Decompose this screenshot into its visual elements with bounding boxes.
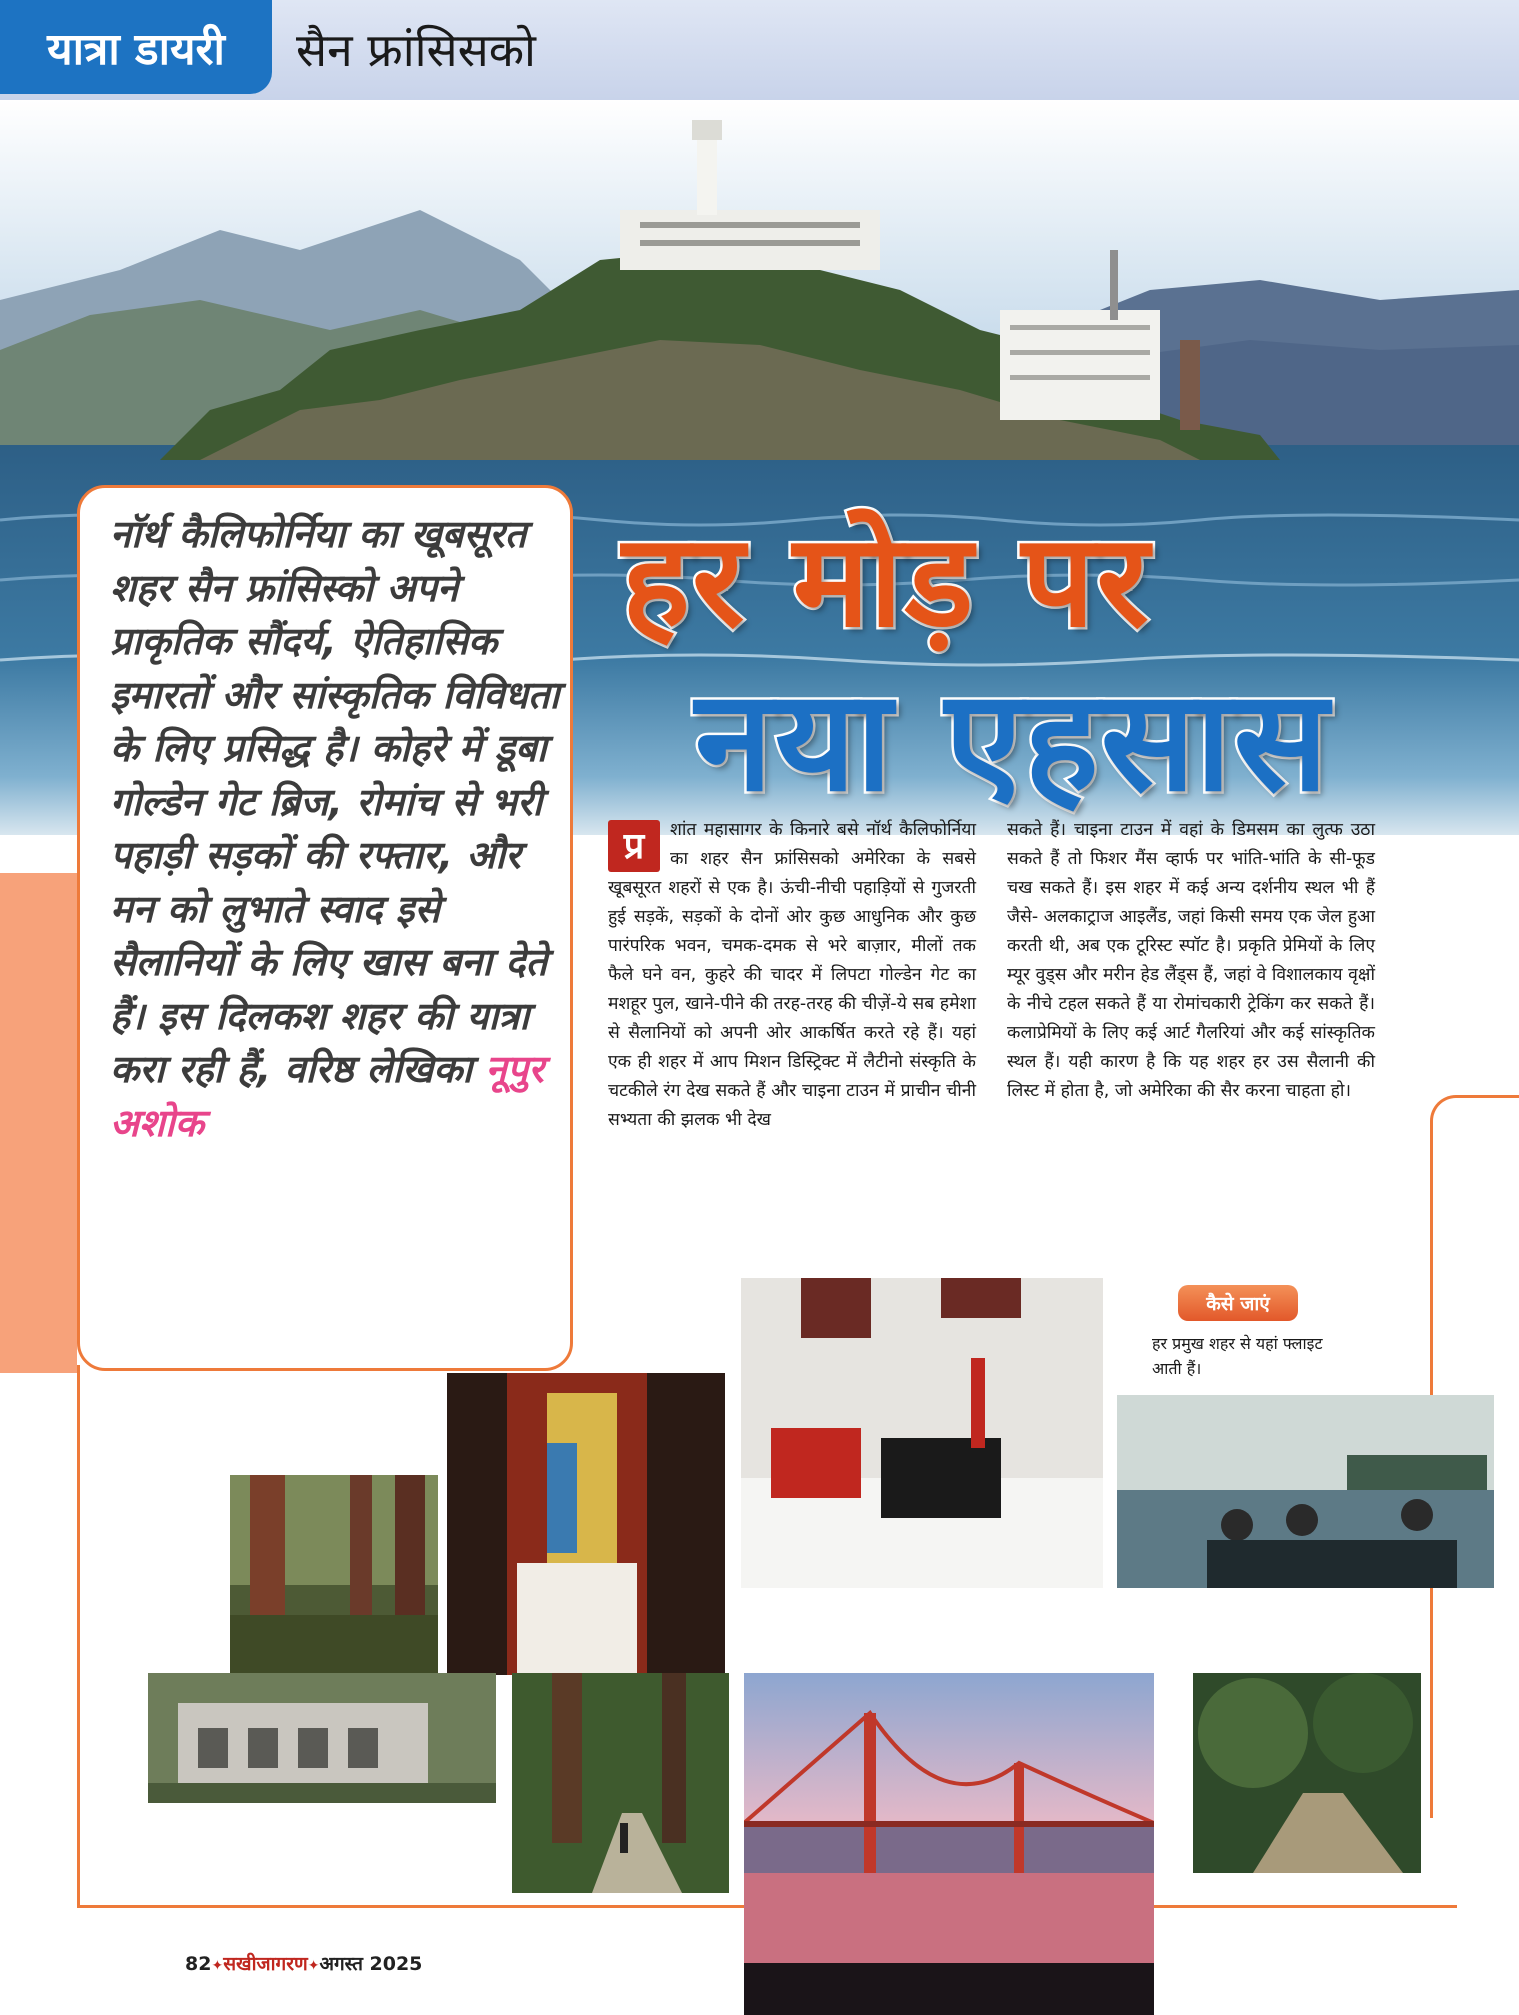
city-title: सैन फ्रांसिसको [296,23,536,77]
issue-date: अगस्त 2025 [319,1953,423,1975]
photo-ruined-building [148,1673,496,1803]
headline-line-2: नया एहसास [695,660,1331,823]
info-text: हर प्रमुख शहर से यहां फ्लाइट आती हैं। [1152,1334,1323,1378]
photo-garden-path [1193,1673,1421,1873]
info-box [1138,1285,1331,1395]
info-title: कैसे जाएं [1178,1285,1298,1321]
headline-line-1: हर मोड़ पर [622,507,1151,656]
article-column-1-text: शांत महासागर के किनारे बसे नॉर्थ कैलिफोर्निया का शहर सैन फ्रांसिसको अमेरिका के सबसे खूबसूरत शहरों से एक है। ऊंची-नीची पहाड़ियों से गुजरती हुई सड़कें, सड़कों के दोनों ओर कुछ आधुनिक और कुछ पारंपरिक भवन, चमक-दमक से भरे बाज़ार, मीलों तक फैले घने वन, कुहरे की चादर में लिपटा गोल्डेन गेट का मशहूर पुल, खाने-पीने की तरह-तरह की चीज़ें-ये सब हमेशा से सैलानियों को अपनी ओर आकर्षित करते रहे हैं। यहां एक ही शहर में आप मिशन डिस्ट्रिक्ट में लैटीनो संस्कृति के चटकीले रंग देख सकते हैं और चाइना टाउन में प्राचीन चीनी सभ्यता की झलक भी देख [608,820,976,1130]
section-label: यात्रा डायरी [0,0,272,94]
intro-box [77,485,573,1371]
star-icon: ✦ [307,1958,320,1974]
decorative-strip [0,873,77,1373]
photo-redwood-forest [230,1475,438,1675]
article-column-2: सकते हैं। चाइना टाउन में वहां के डिमसम का लुत्फ उठा सकते हैं तो फिशर मैंस व्हार्फ पर भांति-भांति के सी-फूड चख सकते हैं। इस शहर में कई अन्य दर्शनीय स्थल भी हैं जैसे- अलकाट्राज आइलैंड, जहां किसी समय एक जेल हुआ करती थी, अब एक टूरिस्ट स्पॉट है। प्रकृति प्रेमियों के लिए म्यूर वुड्स और मरीन हेड लैंड्स हैं, जहां वे विशालकाय वृक्षों के नीचे टहल सकते हैं या रोमांचकारी ट्रेकिंग कर सकते हैं। कलाप्रेमियों के लिए कई आर्ट गैलरियां और कई सांस्कृतिक स्थल हैं। यही कारण है कि यह शहर हर उस सैलानी की लिस्ट में होता है, जो अमेरिका की सैर करना चाहता हो। [1007,820,1375,1101]
page-number: 82 [185,1953,212,1975]
photo-forest-trail [512,1673,729,1893]
frame-line-left [77,1365,80,1908]
brand-name: सखीजागरण [223,1953,308,1975]
intro-body: नॉर्थ कैलिफोर्निया का खूबसूरत शहर सैन फ्रांसिस्को अपने प्राकृतिक सौंदर्य, ऐतिहासिक इमारतों और सांस्कृतिक विविधता के लिए प्रसिद्ध है। कोहरे में डूबा गोल्डेन गेट ब्रिज, रोमांच से भरी पहाड़ी सड़कों की रफ्तार, और मन को लुभाते स्वाद इसे सैलानियों के लिए खास बना देते हैं। इस दिलकश शहर की यात्रा करा रही हैं, वरिष्ठ लेखिका [110,512,560,1091]
photo-art-sculpture [447,1373,725,1675]
photo-golden-gate-bridge [744,1673,1154,2015]
article-column-1 [608,816,976,1135]
page-footer [185,1950,422,1976]
intro-text [110,508,560,1150]
photo-art-gallery [741,1278,1103,1588]
author-name: नूपुर अशोक [110,1047,544,1145]
star-icon: ✦ [211,1958,224,1974]
photo-ferry-ride [1117,1395,1494,1588]
drop-cap: प्र [608,820,660,872]
